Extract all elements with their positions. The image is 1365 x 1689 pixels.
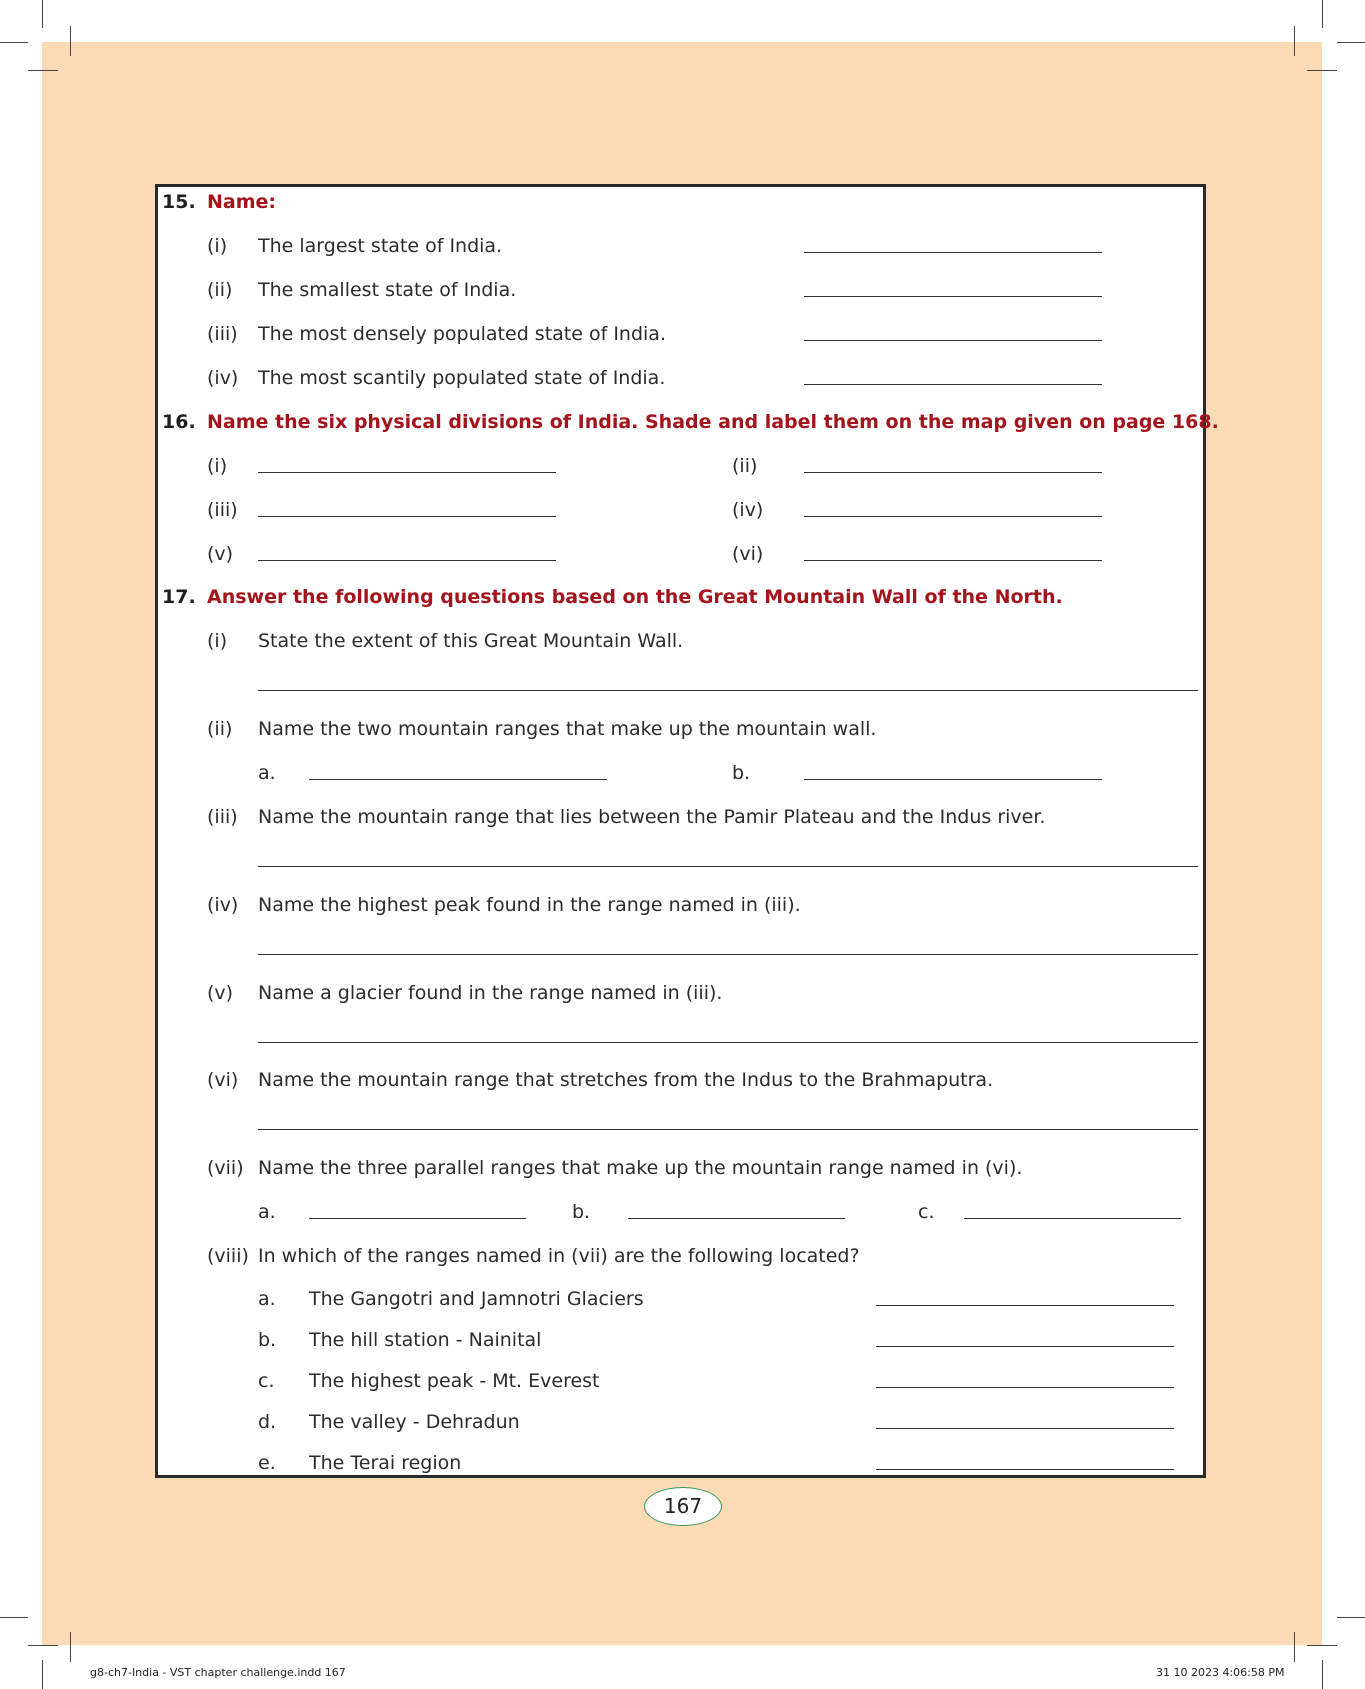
question-15-number: 15. bbox=[162, 191, 196, 213]
q17-item-text: Name the mountain range that stretches from the Indus to the Brahmaputra. bbox=[258, 1069, 994, 1091]
crop-mark bbox=[42, 1660, 43, 1689]
answer-line[interactable] bbox=[876, 1428, 1174, 1429]
crop-mark bbox=[1322, 1660, 1323, 1689]
q16-item-label: (ii) bbox=[732, 455, 758, 477]
q17-item-text: Name the highest peak found in the range named in (iii). bbox=[258, 894, 801, 916]
q17-item-label: (viii) bbox=[207, 1245, 249, 1267]
q16-item-label: (iv) bbox=[732, 499, 764, 521]
q15-item-text: The most scantily populated state of India. bbox=[258, 367, 666, 389]
q17-sub-label: e. bbox=[258, 1452, 276, 1474]
answer-line[interactable] bbox=[804, 252, 1102, 253]
crop-mark bbox=[0, 1617, 28, 1618]
answer-line[interactable] bbox=[309, 779, 607, 780]
q15-item-label: (iii) bbox=[207, 323, 238, 345]
answer-line[interactable] bbox=[258, 690, 1198, 691]
question-17-number: 17. bbox=[162, 586, 196, 608]
answer-line[interactable] bbox=[258, 866, 1198, 867]
page-number: 167 bbox=[644, 1487, 722, 1526]
q17-item-label: (iii) bbox=[207, 806, 238, 828]
answer-line[interactable] bbox=[804, 296, 1102, 297]
q17-item-label: (vii) bbox=[207, 1157, 244, 1179]
answer-line[interactable] bbox=[964, 1218, 1181, 1219]
question-15-heading: Name: bbox=[207, 191, 277, 213]
question-16-heading: Name the six physical divisions of India. Shade and label them on the map given on page 168. bbox=[207, 411, 1219, 433]
q17-item-label: (iv) bbox=[207, 894, 239, 916]
q17-item-label: (vi) bbox=[207, 1069, 239, 1091]
q17-sub-text: The valley - Dehradun bbox=[309, 1411, 520, 1433]
crop-mark bbox=[70, 26, 71, 56]
footer-timestamp: 31 10 2023 4:06:58 PM bbox=[1156, 1666, 1285, 1679]
q17-item-label: (ii) bbox=[207, 718, 233, 740]
q17-item-text: Name a glacier found in the range named in (iii). bbox=[258, 982, 723, 1004]
q17-item-label: (i) bbox=[207, 630, 228, 652]
q17-item-text: Name the two mountain ranges that make up the mountain wall. bbox=[258, 718, 877, 740]
answer-line[interactable] bbox=[876, 1305, 1174, 1306]
q17-sub-text: The Gangotri and Jamnotri Glaciers bbox=[309, 1288, 644, 1310]
q17-sub-label: a. bbox=[258, 1201, 276, 1223]
answer-line[interactable] bbox=[258, 472, 556, 473]
answer-line[interactable] bbox=[804, 340, 1102, 341]
answer-line[interactable] bbox=[804, 516, 1102, 517]
crop-mark bbox=[28, 1645, 58, 1646]
q17-sub-text: The highest peak - Mt. Everest bbox=[309, 1370, 600, 1392]
answer-line[interactable] bbox=[258, 1129, 1198, 1130]
answer-line[interactable] bbox=[258, 954, 1198, 955]
q15-item-label: (i) bbox=[207, 235, 228, 257]
crop-mark bbox=[1307, 70, 1337, 71]
crop-mark bbox=[28, 70, 58, 71]
answer-line[interactable] bbox=[258, 560, 556, 561]
question-16-number: 16. bbox=[162, 411, 196, 433]
q17-sub-label: d. bbox=[258, 1411, 277, 1433]
crop-mark bbox=[1294, 26, 1295, 56]
q17-sub-label: b. bbox=[258, 1329, 277, 1351]
answer-line[interactable] bbox=[309, 1218, 526, 1219]
crop-mark bbox=[1337, 42, 1365, 43]
q17-sub-label: c. bbox=[918, 1201, 935, 1223]
crop-mark bbox=[42, 0, 43, 28]
answer-line[interactable] bbox=[628, 1218, 845, 1219]
q15-item-text: The most densely populated state of India. bbox=[258, 323, 666, 345]
crop-mark bbox=[1337, 1617, 1365, 1618]
crop-mark bbox=[70, 1632, 71, 1662]
answer-line[interactable] bbox=[804, 779, 1102, 780]
answer-line[interactable] bbox=[804, 560, 1102, 561]
q16-item-label: (iii) bbox=[207, 499, 238, 521]
q15-item-label: (iv) bbox=[207, 367, 239, 389]
q17-item-text: Name the mountain range that lies between the Pamir Plateau and the Indus river. bbox=[258, 806, 1046, 828]
answer-line[interactable] bbox=[876, 1387, 1174, 1388]
q16-item-label: (v) bbox=[207, 543, 234, 565]
answer-line[interactable] bbox=[804, 384, 1102, 385]
answer-line[interactable] bbox=[258, 516, 556, 517]
q15-item-text: The largest state of India. bbox=[258, 235, 503, 257]
crop-mark bbox=[1294, 1632, 1295, 1662]
footer-filename: g8-ch7-India - VST chapter challenge.indd 167 bbox=[90, 1666, 346, 1679]
q17-sub-text: The Terai region bbox=[309, 1452, 462, 1474]
q17-sub-text: The hill station - Nainital bbox=[309, 1329, 542, 1351]
q17-item-text: In which of the ranges named in (vii) are the following located? bbox=[258, 1245, 860, 1267]
answer-line[interactable] bbox=[804, 472, 1102, 473]
q16-item-label: (i) bbox=[207, 455, 228, 477]
q17-sub-label: a. bbox=[258, 1288, 276, 1310]
q17-sub-label: b. bbox=[732, 762, 751, 784]
crop-mark bbox=[1322, 0, 1323, 28]
answer-line[interactable] bbox=[876, 1469, 1174, 1470]
q17-item-text: Name the three parallel ranges that make up the mountain range named in (vi). bbox=[258, 1157, 1023, 1179]
q17-sub-label: b. bbox=[572, 1201, 591, 1223]
q17-sub-label: c. bbox=[258, 1370, 275, 1392]
crop-mark bbox=[1307, 1645, 1337, 1646]
q15-item-label: (ii) bbox=[207, 279, 233, 301]
question-17-heading: Answer the following questions based on the Great Mountain Wall of the North. bbox=[207, 586, 1063, 608]
q17-item-text: State the extent of this Great Mountain Wall. bbox=[258, 630, 684, 652]
crop-mark bbox=[0, 42, 28, 43]
answer-line[interactable] bbox=[876, 1346, 1174, 1347]
answer-line[interactable] bbox=[258, 1042, 1198, 1043]
q15-item-text: The smallest state of India. bbox=[258, 279, 517, 301]
q17-sub-label: a. bbox=[258, 762, 276, 784]
q17-item-label: (v) bbox=[207, 982, 234, 1004]
q16-item-label: (vi) bbox=[732, 543, 764, 565]
